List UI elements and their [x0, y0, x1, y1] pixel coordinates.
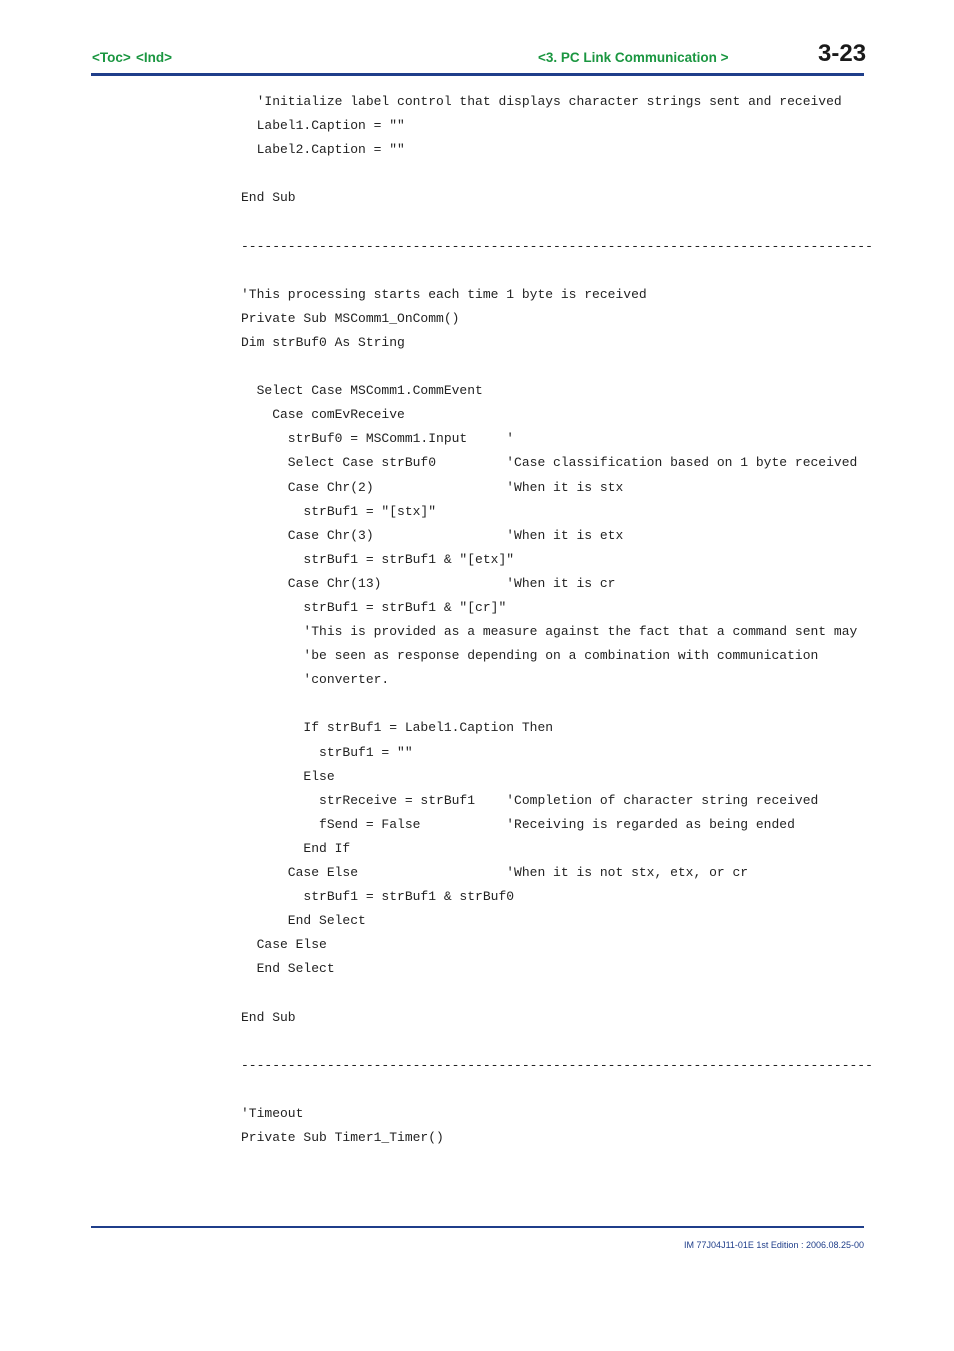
code-line: 'be seen as response depending on a combination with communication: [241, 648, 819, 664]
code-line: [241, 1078, 873, 1102]
code-line: 'Initialize label control that displays character strings sent and received: [241, 94, 842, 109]
code-line: 'This processing starts each time 1 byte is received: [241, 286, 647, 302]
code-line: Private Sub Timer1_Timer(): [241, 1130, 444, 1146]
code-line: Case Chr(3) 'When it is etx: [241, 527, 624, 543]
code-line: ---------------------------------------------------------------------------------: [241, 1057, 873, 1073]
code-line: strReceive = strBuf1 'Completion of character string received: [241, 792, 819, 808]
code-line: End Sub: [241, 190, 296, 206]
code-line: [241, 162, 873, 186]
code-line: End Select: [241, 961, 335, 977]
code-line: strBuf1 = strBuf1 & strBuf0: [241, 889, 515, 905]
code-line: [241, 355, 873, 379]
code-line: If strBuf1 = Label1.Caption Then: [241, 720, 554, 736]
code-line: [241, 692, 873, 716]
code-line: strBuf0 = MSComm1.Input ': [241, 431, 515, 447]
code-line: Select Case strBuf0 'Case classification based on 1 byte received: [241, 455, 858, 471]
code-line: Else: [241, 768, 335, 784]
header-rule: [91, 73, 864, 76]
page-number: 3-23: [818, 40, 867, 67]
index-link[interactable]: <Ind>: [136, 50, 173, 65]
code-line: End Sub: [241, 1009, 296, 1025]
code-line: Case comEvReceive: [241, 407, 405, 423]
code-line: Case Else: [241, 937, 327, 953]
code-line: Private Sub MSComm1_OnComm(): [241, 310, 460, 326]
code-line: Label1.Caption = "": [241, 118, 405, 134]
code-line: [241, 210, 873, 234]
code-line: 'This is provided as a measure against the fact that a command sent may: [241, 624, 858, 640]
footer-document-info: IM 77J04J11-01E 1st Edition : 2006.08.25-00: [684, 1240, 864, 1250]
code-line: strBuf1 = "": [241, 744, 413, 760]
code-line: fSend = False 'Receiving is regarded as being ended: [241, 816, 795, 832]
code-line: Dim strBuf0 As String: [241, 334, 405, 350]
code-line: [241, 1030, 873, 1054]
code-line: Case Chr(2) 'When it is stx: [241, 479, 624, 495]
code-line: 'Timeout: [241, 1105, 304, 1121]
toc-link[interactable]: <Toc>: [92, 50, 131, 65]
code-line: Case Chr(13) 'When it is cr: [241, 575, 616, 591]
code-line: strBuf1 = strBuf1 & "[cr]": [241, 599, 507, 615]
chapter-link[interactable]: <3. PC Link Communication >: [538, 50, 729, 65]
code-line: [241, 981, 873, 1005]
code-line: strBuf1 = strBuf1 & "[etx]": [241, 551, 515, 567]
code-listing: [241, 90, 873, 1150]
code-line: [241, 259, 873, 283]
code-line: ---------------------------------------------------------------------------------: [241, 238, 873, 254]
code-line: Label2.Caption = "": [241, 142, 405, 158]
code-line: Case Else 'When it is not stx, etx, or cr: [241, 865, 749, 880]
footer-rule: [91, 1226, 864, 1228]
code-line: End If: [241, 840, 351, 856]
code-line: End Select: [241, 913, 366, 929]
code-line: Select Case MSComm1.CommEvent: [241, 383, 483, 399]
code-line: strBuf1 = "[stx]": [241, 503, 437, 519]
code-line: 'converter.: [241, 672, 390, 688]
